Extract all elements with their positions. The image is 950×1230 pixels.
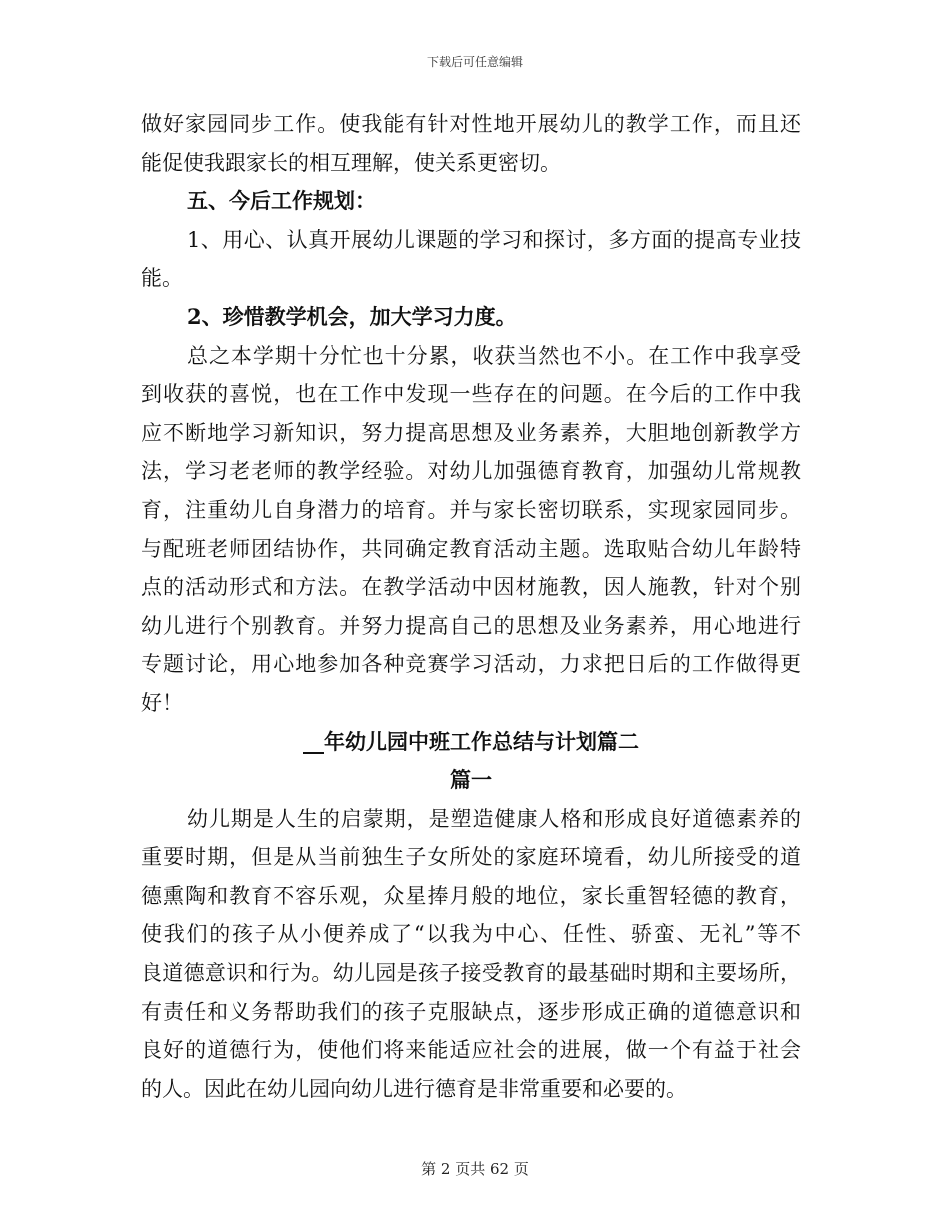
paragraph-line: 能促使我跟家长的相互理解，使关系更密切。 — [141, 150, 561, 175]
paragraph-line: 总之本学期十分忙也十分累，收获当然也不小。在工作中我享受 — [187, 343, 801, 368]
paragraph-line: 能。 — [141, 266, 183, 291]
paragraph-line: 的人。因此在幼儿园向幼儿进行德育是非常重要和必要的。 — [141, 1076, 687, 1101]
paragraph-line: 与配班老师团结协作，共同确定教育活动主题。选取贴合幼儿年龄特 — [141, 536, 801, 561]
document-body — [141, 105, 801, 1108]
paragraph-line: 做好家园同步工作。使我能有针对性地开展幼儿的教学工作，而且还 — [141, 112, 801, 136]
paragraph-line: 幼儿进行个别教育。并努力提高自己的思想及业务素养，用心地进行 — [141, 613, 801, 638]
paragraph-line: 使我们的孩子从小便养成了“以我为中心、任性、骄蛮、无礼”等不 — [141, 922, 801, 947]
paragraph-line: 有责任和义务帮助我们的孩子克服缺点，逐步形成正确的道德意识和 — [141, 999, 801, 1024]
section-heading: 五、今后工作规划： — [187, 188, 376, 214]
paragraph-line: 良道德意识和行为。幼儿园是孩子接受教育的最基础时期和主要场所， — [141, 961, 801, 986]
paragraph-line: 到收获的喜悦，也在工作中发现一些存在的问题。在今后的工作中我 — [141, 382, 801, 407]
paragraph-line: 重要时期，但是从当前独生子女所处的家庭环境看，幼儿所接受的道 — [141, 845, 801, 870]
paragraph-line: 良好的道德行为，使他们将来能适应社会的进展，做一个有益于社会 — [141, 1038, 801, 1063]
paragraph-line: 法，学习老老师的教学经验。对幼儿加强德育教育，加强幼儿常规教 — [141, 459, 801, 484]
paragraph-line: 好！ — [141, 690, 183, 715]
bold-item: 2、珍惜教学机会，加大学习力度。 — [187, 303, 517, 329]
page-header: 下载后可任意编辑 — [426, 55, 523, 69]
paragraph-line: 点的活动形式和方法。在教学活动中因材施教，因人施教，针对个别 — [141, 575, 801, 600]
paragraph-line: 德熏陶和教育不容乐观，众星捧月般的地位，家长重智轻德的教育， — [141, 883, 801, 908]
page-number: 第 2 页共 62 页 — [421, 1160, 529, 1178]
article-subtitle: 篇一 — [450, 767, 492, 793]
paragraph-line: 专题讨论，用心地参加各种竞赛学习活动，力求把日后的工作做得更 — [141, 652, 801, 677]
paragraph-line: 幼儿期是人生的启蒙期，是塑造健康人格和形成良好道德素养的 — [187, 806, 801, 831]
paragraph-line: 1、用心、认真开展幼儿课题的学习和探讨，多方面的提高专业技 — [187, 227, 801, 252]
article-title: __年幼儿园中班工作总结与计划篇二 — [303, 728, 639, 754]
paragraph-line: 育，注重幼儿自身潜力的培育。并与家长密切联系，实现家园同步。 — [141, 497, 801, 522]
paragraph-line: 应不断地学习新知识，努力提高思想及业务素养，大胆地创新教学方 — [141, 420, 801, 445]
